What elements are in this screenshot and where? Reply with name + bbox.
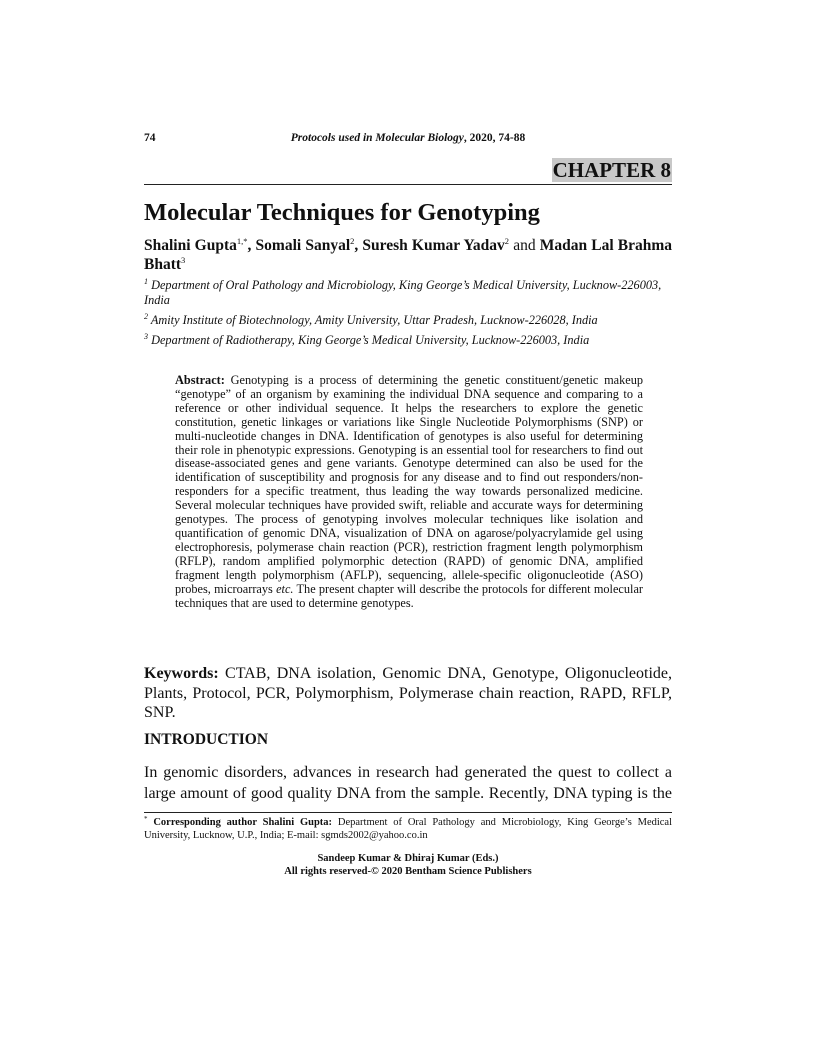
corresponding-author-footnote [144, 816, 672, 842]
affiliation [144, 333, 672, 348]
author-affiliation-marker: 1,* [236, 236, 248, 246]
author-name: Madan Lal Brahma Bhatt [144, 237, 673, 273]
footnote-divider [144, 812, 672, 813]
affiliation-marker: 2 [144, 312, 148, 321]
journal-title: Protocols used in Molecular Biology [290, 132, 464, 144]
journal-year-pages: , 2020, 74-88 [463, 132, 526, 144]
author-list: Shalini Gupta$^{1,*}$, Somali Sanyal$^2$, Suresh Kumar Yadav$^2$ and Madan Lal Brahma Bhatt$^3$ [144, 236, 673, 273]
rights-line: All rights reserved-© 2020 Bentham Science Publishers [284, 866, 532, 877]
abstract-text-end: The present chapter will describe the protocols for different molecular techniques that are used to determine genotypes. [175, 581, 644, 610]
author-name: Shalini Gupta [144, 237, 237, 254]
journal-citation [144, 132, 672, 144]
footnote-label: Corresponding author Shalini Gupta: [153, 817, 333, 828]
keywords [144, 664, 672, 723]
affiliation [144, 278, 672, 308]
author-conjunction: and [513, 237, 536, 254]
abstract-etc: etc. [276, 581, 294, 596]
introduction-paragraph: In genomic disorders, advances in research had generated the quest to collect a large amount of good quality DNA from the sample. Recently, DNA typing is the [144, 764, 672, 802]
abstract-text: Genotyping is a process of determining the genetic constituent/genetic makeup “genotype” of an organism by examining the individual DNA sequence and comparing to a reference or other individual sequence. It helps the researchers to explore the genetic constitution, genetic linkages or variations like Single Nucleotide Polymorphisms (SNP) or multi-nucleotide changes in DNA. Identification of genotypes is also useful for determining their role in phenotypic expressions. Genotyping is an essential tool for researchers to find out disease-associated genes and gene variants. Genotype determined can also be used for the identification of susceptibility and prognosis for any disease and to find out responders/non-responders for a specific treatment, thus leading the way towards personalized medicine. Several molecular techniques have provided swift, reliable and accurate ways for determining genotypes. The process of genotyping involves molecular techniques like isolation and quantification of genomic DNA, visualization of DNA on agarose/polyacrylamide gel using electrophoresis, polymerase chain reaction (PCR), restriction fragment length polymorphism (RFLP), random amplified polymorphic detection (RAPD) of genomic DNA, amplified fragment length polymorphism (AFLP), sequencing, allele-specific oligonucleotide (ASO) probes, microarrays [175, 373, 644, 596]
keywords-text: CTAB, DNA isolation, Genomic DNA, Genotype, Oligonucleotide, Plants, Protocol, PCR, Polymorphism, Polymerase chain reaction, RAPD, RFLP, SNP. [144, 665, 673, 721]
abstract [175, 374, 643, 610]
author-affiliation-marker: 2 [504, 236, 510, 246]
affiliation-marker: 1 [144, 277, 148, 286]
section-heading: INTRODUCTION [144, 731, 269, 748]
running-header [144, 132, 672, 148]
affiliation-text: Department of Oral Pathology and Microbiology, King George’s Medical University, Lucknow-226003, India [144, 278, 662, 307]
affiliation-text: Department of Radiotherapy, King George’s Medical University, Lucknow-226003, India [151, 333, 590, 347]
publisher-block [144, 852, 672, 878]
author-name: Suresh Kumar Yadav [362, 237, 505, 254]
keywords-label: Keywords: [144, 665, 219, 682]
chapter-label: CHAPTER 8 [552, 158, 671, 182]
footnote-text: Department of Oral Pathology and Microbiology, King George’s Medical University, Lucknow, U.P., India; E-mail: sgmds2002@yahoo.co.in [144, 817, 673, 841]
affiliation-text: Amity Institute of Biotechnology, Amity University, Uttar Pradesh, Lucknow-226028, India [150, 313, 598, 327]
author-affiliation-marker: 2 [350, 236, 355, 246]
author-affiliation-marker: 3 [181, 255, 186, 265]
chapter-banner [144, 158, 672, 185]
paper-title: Molecular Techniques for Genotyping [144, 199, 540, 226]
affiliation-marker: 3 [144, 332, 148, 341]
footnote-marker: * [144, 815, 148, 823]
affiliation [144, 313, 672, 328]
page-number: 74 [144, 132, 156, 144]
author-name: Somali Sanyal [255, 237, 351, 254]
editors-line: Sandeep Kumar & Dhiraj Kumar (Eds.) [317, 853, 499, 864]
abstract-label: Abstract: [175, 373, 225, 387]
